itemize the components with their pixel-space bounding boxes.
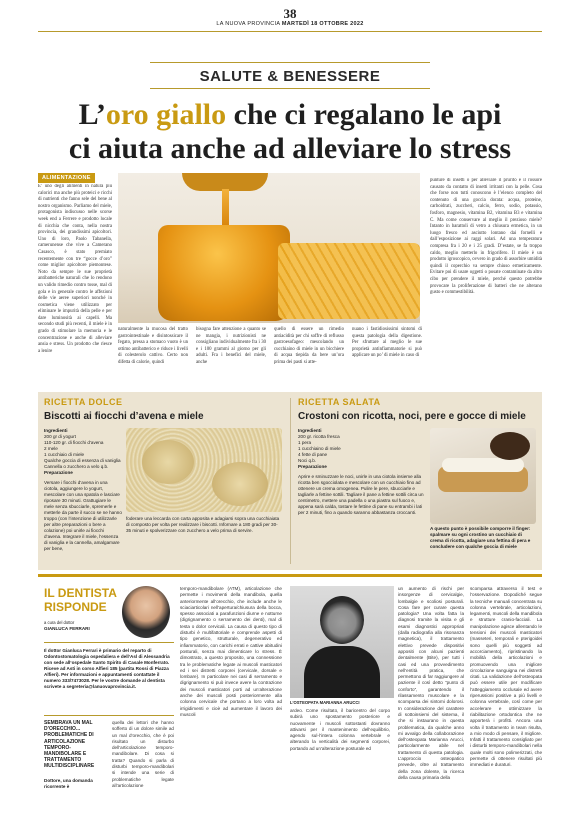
dentist-byline-name: GIANLUCA FERRARI [44, 626, 90, 631]
dentist-portrait [122, 586, 170, 638]
headline-line-2: ci aiuta anche ad alleviare lo stress [68, 132, 512, 165]
recipe-salty-prep-2: A questo punto è possibile comporre il finger: spalmare su ogni crostino un cucchiaio di crema di ricotta, adagiare una fettina di pera e concludere con qualche goccia di miele [430, 526, 531, 549]
dentist-question-text: Dottore, una domanda ricorrente è [44, 778, 93, 789]
cookies-photo [126, 428, 282, 512]
recipe-salty-prep: Aprire e sminuzzare le noci, unirle in una ciotola insieme alla ricotta ben sgocciolata e mescolare con un cucchiaio fino ad ottenere un crema omogenea. Pulire le pere, sbucciarle e tagliarle a fettine sottili. Tagliare il pane a fettine sottili circa un centimetro, mettere una padella o una piastra sul fuoco e, appena sarà calda, tostare le fettine di pane su entrambi i lati per 2 minuti, fino a quando saranno abbastanza croccanti. [298, 474, 424, 515]
article-col-2: naturalmente la mucosa del tratto gastrointestinale e disintossicare il fegato, pressa a stomaco vuoto è un ottimo antibatterico e riduce i livelli di colesterolo cattivo. Certo non difetta di calorie, quindi [118, 327, 188, 365]
headline-line-1: L’oro giallo che ci regalano le api [78, 98, 502, 131]
dentist-top-bar [38, 574, 542, 577]
top-rule [38, 31, 542, 32]
ricotta-shape [442, 458, 524, 472]
honey-jar [158, 225, 290, 321]
article-col-3: bisogna fare attenzione a quanto se ne mangia, i nutrizionisti ne consigliano individualmente fra i 30 e i 100 grammi al giorno per gli adulti. Fra i benefici del miele, anche [196, 327, 266, 365]
osteopath-caption: L’OSTEOPATA MARIANNA ARUCCI [290, 700, 360, 705]
article-tag: ALIMENTAZIONE [38, 173, 95, 183]
cookie-shape [142, 440, 194, 484]
dentist-title: IL DENTISTA RISPONDE [44, 586, 117, 614]
honey-drip [222, 189, 229, 225]
dentist-col-3: temporo-mandibolare (ATM), articolazione che permette i movimenti della mandibola, quella anteriormente all’orecchio, che include anche le sciaciarticolari nell’apertura/chiusura della bocca, spesso associati a parafunzioni diurne e notturne (digrignamento o serramento dei denti), mal di testa o dolor cervicali. La causa di questo tipo di disturbi è multifattoriale e comprende aspetti di tipo genetico, strutturale, degenerativo ed infiammatorio, con carichi errati e cattive abitudini posturali, senza mai dimenticare lo stress. È dimostrato, a questo proposito, una connessione tra le problematiche legate ai muscoli masticatori ed i sei distretti corporei (cervicale, dorsale e lombare). In particolare nei casi di serramento e digrignamento si può invece avere la contrazione dei muscoli masticatori porti ad un’alterazione anche dei muscoli posti posteriormente alla colonna cervicale che portano a loro volta ad irrigidimenti e cioè ad aumentare il lavoro dei muscoli [180, 586, 282, 717]
dentist-col-2: quella dei lettori che hanno sofferto di un dolore simile ad un mal d’orecchio, che è poi risultato un disturbo dell’articolazione temporo-mandibolare. Di cosa si tratta? Quando si parla di disturbi temporo-mandibolari si intende una serie di problematiche legate all’articolazione [112, 720, 174, 788]
dateline: LA NUOVA PROVINCIA MARTEDÌ 18 OTTOBRE 2022 [216, 21, 364, 27]
recipe-salty-title: Crostoni con ricotta, noci, pere e gocce di miele [298, 411, 526, 422]
article-col-6: punture di insetti o per alleviare il prurito e il rossore causato da contatto di insetti irritanti con la pelle. Cosa che forse non tutti conoscono è l’elenco completo del contenuto di una goccia dorata: acqua, proteine, carboidrati, zuccheri, calcio, ferro, sodio, potassio, fosforo, magnesio, vitamina B2, vitamina B3 e vitamina C. Ma come conservare al meglio il prezioso miele? Intanto in barattoli di vetro a chiusura ermetica, in un luogo fresco ed asciutto lontano dai fornelli e dall’esposizione ai raggi solari. Ad una temperatura compresa fra i 20 e i 25 gradi. D’estate, se fa troppo caldo, meglio metterlo in frigorifero. Il miele è un prodotto igroscopico, ovvero in grado di assorbire umidità quindi il coperchio va sempre chiuso ermeticamente. Evitare poi di usare oggetti o posate contaminate da altro cibo per prendere il miele, perché questo potrebbe provocare la proliferazione di batteri che ne alterano gusto e commestibilità. [430, 178, 542, 296]
section-title: SALUTE & BENESSERE [199, 68, 381, 85]
page-number: 38 [283, 6, 297, 21]
osteopath-body [304, 646, 380, 698]
headline-highlight: oro giallo [105, 98, 227, 131]
dentist-question-title: SEMBRAVA UN MAL D’ORECCHIO... PROBLEMATICHE DI ARTICOLAZIONE TEMPORO-MANDIBOLARE E TRATTAMENTO MULTIDISCIPLINARE [44, 720, 95, 770]
honey-photo [118, 173, 420, 323]
recipe-sweet-prep: Versare i fiocchi d’avena in una ciotola, aggiungere lo yogurt, mescolare con una spatola e lasciare riposare 30 minuti. Grattugiare le mele senza sbucciarle, spremerle e metterle da parte il succo se ne hanno troppo (con l’intenzione di utilizzarle per altre preparazioni o bere a colazione) poi unirle ai fiocchi d’avena. Integrare il miele, l’essenza di vaniglia e la cannella, amalgamare per bene, [44, 480, 122, 551]
dentist-rule [44, 642, 174, 643]
crostoni-photo [430, 428, 536, 524]
recipe-sweet-ingredients: Ingredienti 200 gr di yogurt 110-120 gr. di fiocchi d’avena 2 mele 1 cucchiaio di miele Qualche goccia di essenza di vaniglia Cannella o zucchero a velo q.b. Preparazione [44, 428, 121, 475]
article-col-1: E’ uno degli alimenti in natura più calorici ma anche più proteici e ricchi di nutrienti che fanno sele del bene al nostro organismo. Parliamo del miele, protagonista indiscusso nelle scorse week end a Ferrere e prodotto locale di nicchia che conta, nella nostra provincia, dei grandissimi apicoltori. Uno di loro, Paolo Tabanella, camerunense che vive a Camerano Casasco, è stato premiato recentemente con tre “gocce d’oro” come miglior apicoltore piemontese. Noto da sempre le sue proprietà antibatteriche naturali che lo rendono un valido rimedio contro tosse, mal di gola e in generale contro le affezioni delle vie aeree superiori nonché in cosmetica viene utilizzato per eliminare le impurità della pelle e per dare luminosità ai capelli. Ma secondo studi più recenti, il miele è in grado di stimolare la memoria e le concentrazione e anche di alleviare ansia e stress. Un prodotto che riesce a lenire [38, 184, 112, 354]
recipe-salty-tag: RICETTA SALATA [298, 397, 381, 407]
section-rule-bottom [150, 88, 430, 89]
recipes-divider [290, 398, 291, 564]
recipe-sweet-title: Biscotti ai fiocchi d’avena e miele [44, 411, 204, 422]
recipe-salty-ingredients: Ingredienti 200 gr. ricotta fresca 1 pera 1 cucchiaino di miele 4 fette di pane Noci q.b. Preparazione [298, 428, 341, 469]
dentist-col-6: scomparsa attraverso il test e l’osservazione. Dopodiché segue la tecniche manuali concentrata su colonna vertebrale, articolazioni, legamenti, muscoli della mandibola e strutture cranio-facciali. La manipolazione agisce allentando le tensioni dei muscoli masticatori (masseteri, temporali e pterigoidei sono quelli più soggetti ad accorciamento), ripristinando la mobilità della articolazioni e promuovendo una migliore circolazione sanguigna nei distretti citati. La validazione dell’osteopata può essere utile per modificare l’atteggiamento occlusale ed avere riperussioni positive a più livelli e colonna vertebrale, così come per accelerare e ottimizzare la riabilitazione ortodontica che ne apporterà i profitti. Ancora una volta il trattamento in team risulta, a mio modo di pensare, il migliore. Infatti il trattamento consigliato per i disturbi temporo-mandibolari nella quale molti sono polimerizzati, che permette di ottenere risultati più immediati e duraturi. [470, 586, 542, 768]
dentist-col-5: un aumento di rischi per insorgenze di cervicalgie, lombalgie e scoliosi posturali. Cosa fare per curare questa patologia? Una volta fatta la diagnosi tramite la visita e gli esami diagnostici appropriati (dalla radiografia alla risonanza magnetica), il trattamento elettivo prevede dispositivi appositi con alcuni pazienti dentalmente (Bite), per tutti i casi ed una provvedimento nell’entità pratica, che permettono di far raggiungere al paziente il così detto “punto di conforto”, garantendo il rilassamento muscolare e la scomparsa dei sintomi dolorosi. In considerazione del carattere di sottoinsiemi del sistema, il che si instaurano in questa problematica, da qualche anno mi avvalgo della collaborazione dell’osteopata Marianna Arucci, particolarmente abile nel trattamento di questa patologia. L’approccio osteopatico prevede, oltre al trattamento della zona dolente, la ricerca della causa primaria della [398, 586, 464, 780]
dentist-rule-2 [44, 715, 174, 716]
article-col-5: nuano i fastidiosissimi sintomi di questa patologia della digestione. Per sfruttare al meglio le sue proprietà antinfiammatorie si può applicare un po’ di miele in caso di [352, 327, 422, 359]
osteopath-head [320, 596, 364, 644]
dentist-byline-pre: a cura del dottor [44, 620, 75, 625]
cookie-shape [212, 462, 268, 506]
honeycomb [278, 243, 420, 319]
dentist-col-4: ardeo. Come risultato, il baricentro del corpo subirà uno spostamento posteriore e nuovamente i muscoli sottostanti dovranno attivarsi per il mantenimento dell’equilibrio, agendo sul-l’intera colonna vertebrale e alterando la verticalità dei segmenti corporei, portando ad un’alterazione posturale ed [290, 708, 390, 751]
article-col-4: quello di essere un rimedio antiacidità per chi soffre di reflusso gastroesofageo: mescolando un cucchiaino di miele in un bicchiere di acqua tiepida da bere un’ora prima dei pasti si atte- [274, 327, 344, 365]
dentist-bio: Il dottor Gianluca Ferrari è primario del reparto di Odontostomatologia ospedaliera e dell’Asl di Alessandria con sede all’ospedale Santo Spirito di Casale Monferrato. Riceve ad Asti in corso Alfieri 185 (partita Rossi di Piazza Alfieri). Per informazioni e appuntamenti contattate il numero 333/7473028. Per le vostre domande al dentista scrivete a segreteria@lanuovaprovincia.it. [44, 648, 170, 689]
section-rule-top [150, 62, 430, 63]
recipe-sweet-prep-2: foderare una leccarda con carta apposita e adagiarsi sopra una cucchiaiata di composto per volta per realizzare i biscotti. Infornare a 180 gradi per 30-35 minuti e spolverizzare con zucchero a velo prima di servire. [126, 516, 280, 533]
bowl-shape [490, 432, 530, 460]
osteopath-photo [290, 586, 394, 698]
recipe-sweet-tag: RICETTA DOLCE [44, 397, 123, 407]
